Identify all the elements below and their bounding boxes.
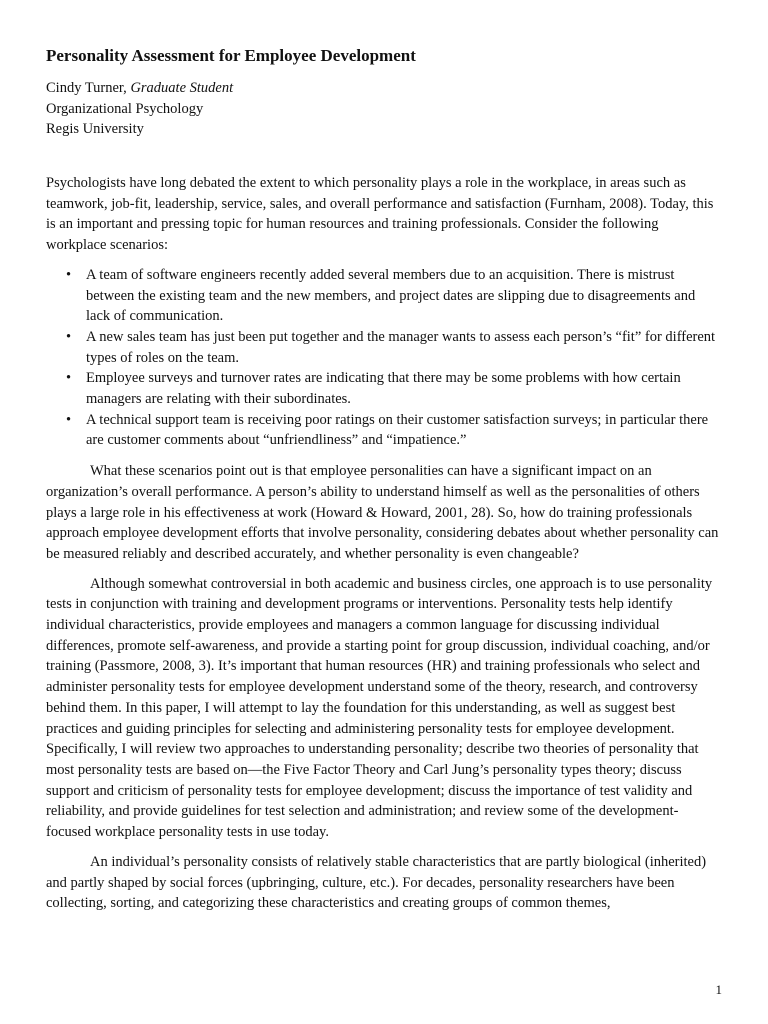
- bullet-icon: •: [66, 328, 72, 345]
- body-text: [46, 173, 722, 923]
- bullet-icon: •: [66, 266, 72, 283]
- author-block: [46, 78, 233, 140]
- document-title: Personality Assessment for Employee Development: [46, 46, 416, 65]
- author-department: Organizational Psychology: [46, 100, 204, 117]
- list-item-text: A team of software engineers recently added several members due to an acquisition. There is mistrust between the existing team and the new members, and project dates are slipping due to disagreements and lack of communication.: [86, 266, 696, 325]
- bullet-icon: •: [66, 370, 72, 387]
- list-item: [46, 368, 722, 409]
- body-paragraph: An individual’s personality consists of relatively stable characteristics that are partly biological (inherited) and partly shaped by social forces (upbringing, culture, etc.). For decades, personality researchers have been collecting, sorting, and categorizing these characteristics and creating groups of common themes,: [46, 853, 707, 912]
- author-university: Regis University: [46, 121, 144, 137]
- list-item: [46, 265, 722, 327]
- list-item-text: Employee surveys and turnover rates are indicating that there may be some problems with how certain managers are relating with their subordinates.: [86, 370, 681, 408]
- page-number: 1: [715, 982, 722, 997]
- bullet-icon: •: [66, 411, 72, 428]
- body-paragraph: What these scenarios point out is that employee personalities can have a significant impact on an organization’s overall performance. A person’s ability to understand himself as well as the personalities of others plays a large role in his effectiveness at work (Howard & Howard, 2001, 28). So, how do training professionals approach employee development efforts that involve personality, considering debates about whether personality can be measured reliably and described accurately, and whether personality is even changeable?: [46, 463, 719, 562]
- author-name: Cindy Turner,: [46, 80, 127, 96]
- scenario-list: [46, 265, 722, 451]
- list-item: [46, 410, 722, 451]
- author-line: [46, 78, 233, 99]
- intro-paragraph: Psychologists have long debated the extent to which personality plays a role in the workplace, in areas such as teamwork, job-fit, leadership, service, sales, and overall performance and satisfaction (Furnham, 2008). Today, this is an important and pressing topic for human resources and training professionals. Consider the following workplace scenarios:: [46, 175, 714, 254]
- body-paragraph: Although somewhat controversial in both academic and business circles, one approach is to use personality tests in conjunction with training and development programs or interventions. Personality tests help identify individual characteristics, provide employees and managers a common language for discussing individual differences, promote self-awareness, and provide a starting point for group discussion, individual coaching, and/or training (Passmore, 2008, 3). It’s important that human resources (HR) and training professionals who select and administer personality tests for employee development understand some of the theory, research, and controversy behind them. In this paper, I will attempt to lay the foundation for this understanding, as well as suggest best practices and guiding principles for selecting and administering personality tests for employee development. Specifically, I will review two approaches to understanding personality; describe two theories of personality that most personality tests are based on—the Five Factor Theory and Carl Jung’s personality types theory; discuss support and criticism of personality tests for employee development; discuss the importance of test validity and reliability, and provide guidelines for test selection and administration; and review some of the development-focused workplace personality tests in use today.: [46, 575, 713, 841]
- author-role: Graduate Student: [130, 80, 234, 96]
- list-item-text: A technical support team is receiving poor ratings on their customer satisfaction surveys; in particular there are customer comments about “unfriendliness” and “impatience.”: [86, 411, 709, 449]
- list-item-text: A new sales team has just been put together and the manager wants to assess each person’s “fit” for different types of roles on the team.: [86, 328, 716, 366]
- list-item: [46, 327, 722, 368]
